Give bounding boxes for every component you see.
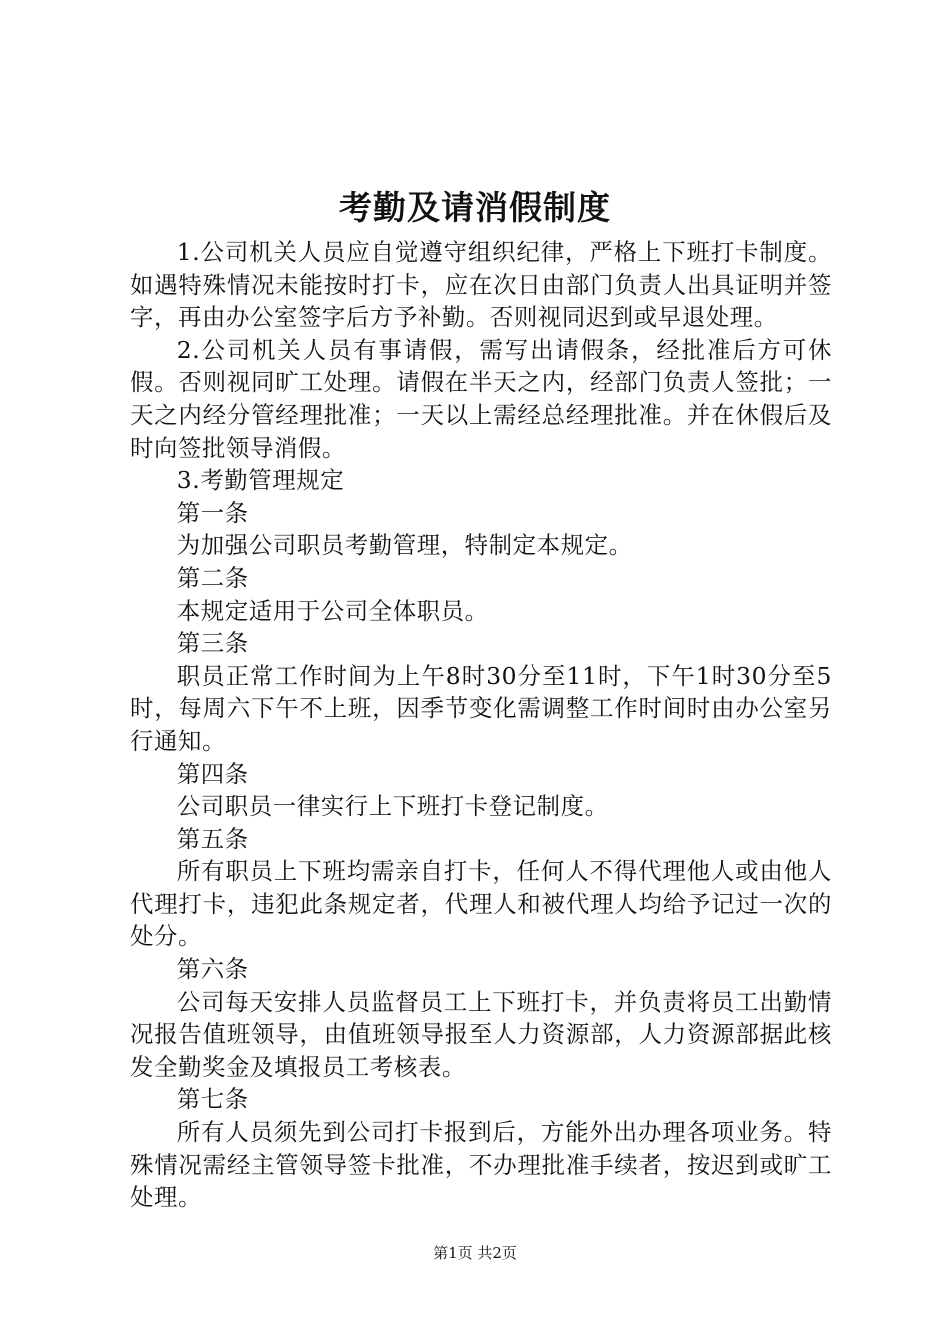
article-1-text: 为加强公司职员考勤管理，特制定本规定。	[176, 531, 633, 560]
article-6-text: 公司每天安排人员监督员工上下班打卡，并负责将员工出勤情况报告值班领导，由值班领导报至人力资源部，人力资源部据此核发全勤奖金及填报员工考核表。	[130, 987, 832, 1081]
article-3-heading: 第三条	[176, 629, 249, 658]
article-1-heading: 第一条	[176, 498, 249, 527]
article-5-heading: 第五条	[176, 824, 249, 853]
article-4-heading: 第四条	[176, 759, 249, 788]
article-3-text: 职员正常工作时间为上午8时30分至11时，下午1时30分至5时，每周六下午不上班，因季节变化需调整工作时间时由办公室另行通知。	[130, 661, 832, 755]
paragraph-2: 2.公司机关人员有事请假，需写出请假条，经批准后方可休假。否则视同旷工处理。请假在半天之内，经部门负责人签批；一天之内经分管经理批准；一天以上需经总经理批准。并在休假后及时向签批领导消假。	[130, 335, 832, 462]
document-body	[130, 236, 832, 1214]
article-7-text: 所有人员须先到公司打卡报到后，方能外出办理各项业务。特殊情况需经主管领导签卡批准，不办理批准手续者，按迟到或旷工处理。	[130, 1118, 832, 1212]
section-heading: 3.考勤管理规定	[176, 466, 345, 495]
article-7-heading: 第七条	[176, 1085, 249, 1114]
article-4-text: 公司职员一律实行上下班打卡登记制度。	[176, 792, 609, 821]
document-title: 考勤及请消假制度	[339, 188, 611, 227]
article-2-heading: 第二条	[176, 563, 249, 592]
article-5-text: 所有职员上下班均需亲自打卡，任何人不得代理他人或由他人代理打卡，违犯此条规定者，代理人和被代理人均给予记过一次的处分。	[130, 857, 832, 951]
page-indicator: 第1页 共2页	[433, 1244, 517, 1262]
paragraph-1: 1.公司机关人员应自觉遵守组织纪律，严格上下班打卡制度。如遇特殊情况未能按时打卡，应在次日由部门负责人出具证明并签字，再由办公室签字后方予补勤。否则视同迟到或早退处理。	[130, 238, 832, 332]
article-2-text: 本规定适用于公司全体职员。	[176, 596, 489, 625]
article-6-heading: 第六条	[176, 955, 249, 984]
